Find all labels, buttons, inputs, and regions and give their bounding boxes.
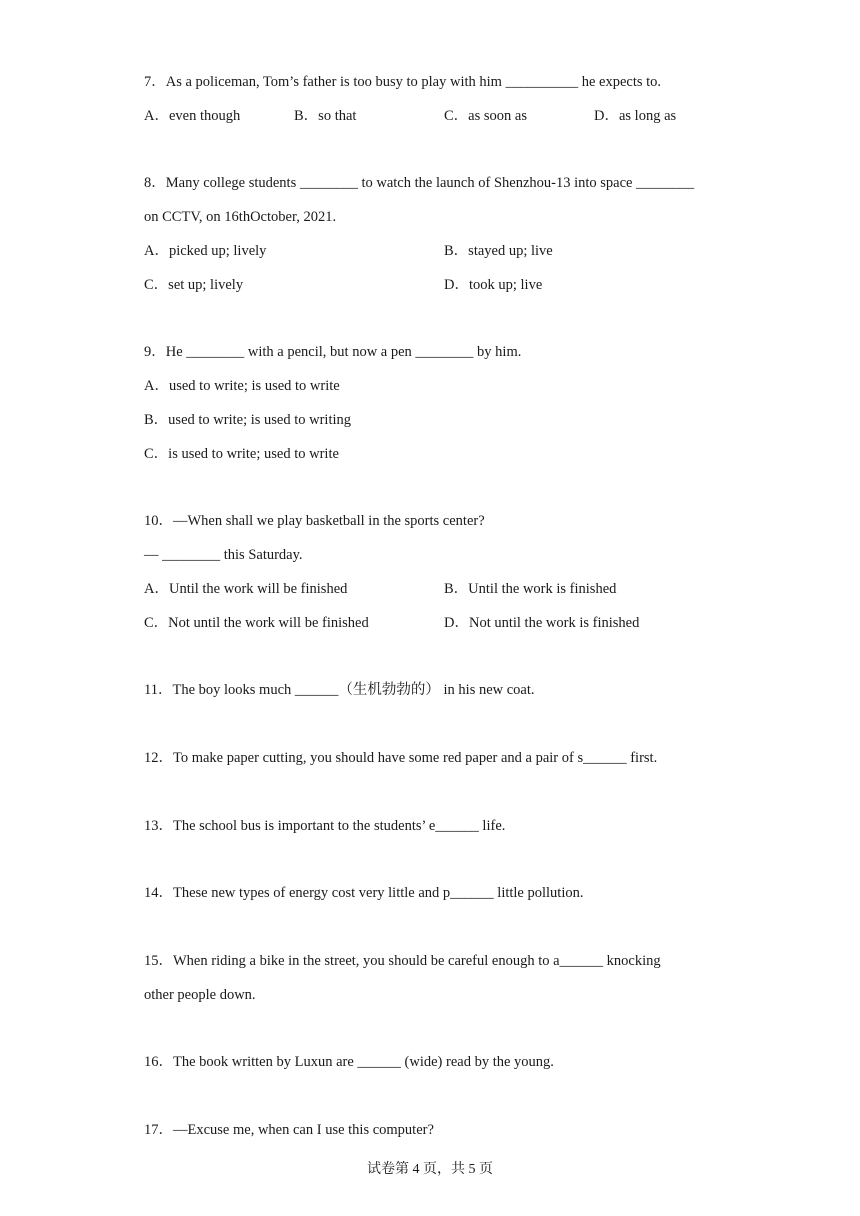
question-8-option-c: C．set up; lively [144, 277, 244, 293]
question-9-option-b: B．used to write; is used to writing [144, 412, 352, 428]
question-10-option-b: B．Until the work is finished [444, 581, 617, 597]
question-9-option-a: A．used to write; is used to write [144, 378, 340, 394]
question-15-stem-cont: other people down. [144, 987, 256, 1003]
question-7-stem: 7．As a policeman, Tom’s father is too busy to play with him __________ he expects to. [144, 74, 662, 90]
question-8-option-b: B．stayed up; live [444, 243, 553, 259]
question-7-option-a: A．even though [144, 108, 241, 124]
question-17-stem: 17．—Excuse me, when can I use this computer? [144, 1122, 434, 1138]
question-16-stem: 16．The book written by Luxun are ______ (wide) read by the young. [144, 1054, 554, 1070]
question-8-option-d: D．took up; live [444, 277, 543, 293]
question-7-option-d: D．as long as [594, 108, 677, 124]
question-13-stem: 13．The school bus is important to the students’ e______ life. [144, 818, 506, 834]
question-15-stem: 15．When riding a bike in the street, you should be careful enough to a______ knocking [144, 953, 661, 969]
question-9-stem: 9．He ________ with a pencil, but now a pen ________ by him. [144, 344, 522, 360]
question-10-option-a: A．Until the work will be finished [144, 581, 348, 597]
question-10-stem-cont: — ________ this Saturday. [144, 547, 303, 563]
question-8-option-a: A．picked up; lively [144, 243, 267, 259]
question-8-stem: 8．Many college students ________ to watch the launch of Shenzhou-13 into space ________ [144, 175, 695, 191]
question-10-option-d: D．Not until the work is finished [444, 615, 640, 631]
question-9-option-c: C．is used to write; used to write [144, 446, 339, 462]
question-8-stem-cont: on CCTV, on 16thOctober, 2021. [144, 209, 337, 225]
question-7-option-b: B．so that [294, 108, 357, 124]
question-7-option-c: C．as soon as [444, 108, 527, 124]
question-11-stem: 11．The boy looks much ______（生机勃勃的） in his new coat. [144, 682, 535, 698]
question-10-option-c: C．Not until the work will be finished [144, 615, 369, 631]
question-12-stem: 12．To make paper cutting, you should have some red paper and a pair of s______ first. [144, 750, 658, 766]
question-10-stem: 10．—When shall we play basketball in the sports center? [144, 513, 485, 529]
question-14-stem: 14．These new types of energy cost very little and p______ little pollution. [144, 885, 584, 901]
page-footer: 试卷第 4 页，共 5 页 [367, 1162, 493, 1177]
